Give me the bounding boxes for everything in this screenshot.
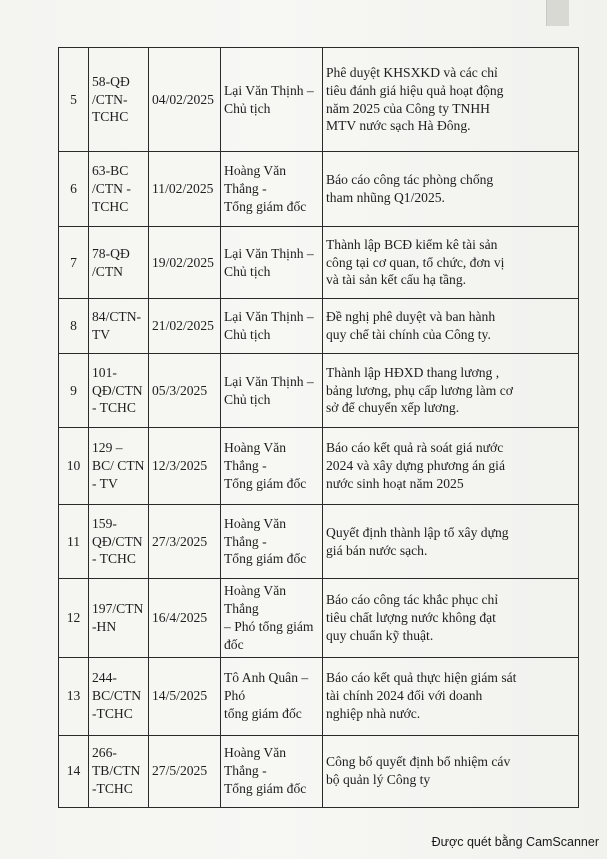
document-date: 12/3/2025: [149, 428, 221, 505]
summary-line: tiêu chất lượng nước không đạt: [326, 609, 496, 625]
document-number-line: -TCHC: [92, 781, 133, 797]
document-number-line: 101-: [92, 364, 117, 380]
table-row: [59, 354, 579, 428]
summary-line: nước sinh hoạt năm 2025: [326, 475, 464, 491]
summary-line: quy chế tài chính của Công ty.: [326, 327, 491, 342]
signer-line: Hoàng Văn Thắng -: [224, 745, 287, 779]
document-summary: [323, 735, 579, 807]
document-number-line: QĐ/CTN: [92, 533, 143, 549]
signer-line: Lại Văn Thịnh –: [224, 245, 314, 261]
summary-line: bảng lương, phụ cấp lương làm cơ: [326, 382, 513, 398]
signer-line: đốc: [224, 636, 244, 652]
document-summary: [323, 48, 579, 152]
document-number-line: 78-QĐ: [92, 245, 130, 261]
summary-line: tham nhũng Q1/2025.: [326, 190, 445, 205]
document-number: [89, 735, 149, 807]
document-number-line: 129 –: [92, 440, 123, 456]
scan-edge-shadow: [546, 0, 569, 26]
row-index: 10: [59, 428, 89, 505]
signer-line: Tổng giám đốc: [224, 475, 307, 491]
signer: [221, 227, 323, 299]
document-summary: [323, 354, 579, 428]
summary-line: Báo cáo công tác khắc phục chỉ: [326, 591, 499, 607]
document-number-line: -HN: [92, 618, 117, 634]
row-index: 13: [59, 657, 89, 735]
signer-line: – Phó tổng giám: [224, 618, 314, 634]
signer-line: Tổng giám đốc: [224, 551, 307, 567]
row-index: 5: [59, 48, 89, 152]
document-number-line: BC/CTN: [92, 688, 142, 704]
signer-line: Chủ tịch: [224, 327, 271, 342]
camscanner-watermark: Được quét bằng CamScanner: [431, 835, 599, 849]
summary-line: giá bán nước sạch.: [326, 542, 428, 558]
document-summary: [323, 428, 579, 505]
document-number-line: - TCHC: [92, 551, 136, 567]
row-index: 12: [59, 579, 89, 658]
document-number: [89, 354, 149, 428]
document-number-line: 63-BC: [92, 163, 129, 179]
summary-line: bộ quản lý Công ty: [326, 772, 431, 788]
document-number-line: -TCHC: [92, 706, 133, 722]
summary-line: tài chính 2024 đối với doanh: [326, 688, 483, 704]
document-date: 05/3/2025: [149, 354, 221, 428]
document-number-line: 197/CTN: [92, 600, 144, 616]
document-number: [89, 299, 149, 354]
summary-line: MTV nước sạch Hà Đông.: [326, 118, 471, 134]
signer-line: Hoàng Văn Thắng -: [224, 163, 287, 197]
table-row: [59, 428, 579, 505]
summary-line: sở để chuyển xếp lương.: [326, 400, 460, 416]
signer: [221, 354, 323, 428]
table-row: [59, 48, 579, 152]
table-row: [59, 152, 579, 227]
table-row: [59, 505, 579, 579]
document-date: 21/02/2025: [149, 299, 221, 354]
row-index: 7: [59, 227, 89, 299]
document-summary: [323, 299, 579, 354]
table-row: [59, 657, 579, 735]
document-summary: [323, 227, 579, 299]
document-number-line: 266-: [92, 745, 117, 761]
summary-line: năm 2025 của Công ty TNHH: [326, 100, 490, 116]
table-row: [59, 227, 579, 299]
summary-line: Thành lập HĐXD thang lương ,: [326, 364, 500, 380]
table-row: [59, 299, 579, 354]
row-index: 11: [59, 505, 89, 579]
document-number: [89, 505, 149, 579]
signer-line: Chủ tịch: [224, 263, 271, 279]
signer: [221, 657, 323, 735]
document-number: [89, 579, 149, 658]
document-number-line: - TCHC: [92, 400, 136, 416]
summary-line: tiêu đánh giá hiệu quả hoạt động: [326, 82, 504, 98]
document-summary: [323, 579, 579, 658]
summary-line: Quyết định thành lập tổ xây dựng: [326, 524, 509, 540]
signer: [221, 579, 323, 658]
document-date: 27/3/2025: [149, 505, 221, 579]
document-number-line: /CTN -: [92, 181, 131, 197]
document-number: [89, 152, 149, 227]
signer-line: Hoàng Văn Thắng: [224, 583, 287, 616]
document-date: 16/4/2025: [149, 579, 221, 658]
signer-line: Chủ tịch: [224, 100, 271, 116]
summary-line: Thành lập BCĐ kiểm kê tài sản: [326, 236, 498, 252]
document-number-line: QĐ/CTN: [92, 382, 143, 398]
document-number-line: TCHC: [92, 109, 129, 125]
document-number-line: 84/CTN-: [92, 309, 142, 325]
document-number: [89, 657, 149, 735]
signer-line: Hoàng Văn Thắng -: [224, 440, 287, 474]
document-number: [89, 428, 149, 505]
row-index: 14: [59, 735, 89, 807]
summary-line: công tại cơ quan, tổ chức, đơn vị: [326, 254, 505, 270]
document-number-line: 58-QĐ: [92, 73, 130, 89]
document-date: 04/02/2025: [149, 48, 221, 152]
row-index: 9: [59, 354, 89, 428]
document-summary: [323, 505, 579, 579]
document-table: [58, 47, 579, 808]
document-table-body: [59, 48, 579, 808]
summary-line: nghiệp nhà nước.: [326, 706, 421, 722]
document-date: 27/5/2025: [149, 735, 221, 807]
summary-line: Báo cáo kết quả rà soát giá nước: [326, 440, 504, 456]
signer-line: Tổng giám đốc: [224, 781, 307, 797]
table-row: [59, 579, 579, 658]
summary-line: Báo cáo công tác phòng chống: [326, 172, 494, 188]
document-number-line: TCHC: [92, 198, 129, 214]
signer-line: Tổng giám đốc: [224, 198, 307, 214]
signer-line: Tô Anh Quân – Phó: [224, 670, 309, 704]
document-date: 11/02/2025: [149, 152, 221, 227]
row-index: 8: [59, 299, 89, 354]
document-number-line: /CTN-: [92, 91, 128, 107]
signer-line: Chủ tịch: [224, 391, 271, 407]
document-number-line: 159-: [92, 515, 117, 531]
document-number-line: BC/ CTN: [92, 458, 145, 474]
document-number-line: /CTN: [92, 263, 123, 279]
summary-line: Đề nghị phê duyệt và ban hành: [326, 309, 496, 325]
document-summary: [323, 152, 579, 227]
summary-line: Phê duyệt KHSXKD và các chỉ: [326, 64, 498, 80]
signer-line: Lại Văn Thịnh –: [224, 82, 314, 98]
signer: [221, 505, 323, 579]
signer: [221, 152, 323, 227]
row-index: 6: [59, 152, 89, 227]
summary-line: Công bố quyết định bổ nhiệm cáv: [326, 754, 511, 770]
summary-line: Báo cáo kết quả thực hiện giám sát: [326, 670, 517, 686]
signer: [221, 299, 323, 354]
summary-line: và tài sản kết cấu hạ tầng.: [326, 272, 467, 288]
signer-line: Hoàng Văn Thắng -: [224, 515, 287, 549]
signer: [221, 428, 323, 505]
signer-line: tổng giám đốc: [224, 706, 302, 722]
document-number-line: TB/CTN: [92, 763, 141, 779]
summary-line: 2024 và xây dựng phương án giá: [326, 458, 505, 474]
signer-line: Lại Văn Thịnh –: [224, 309, 314, 325]
document-date: 14/5/2025: [149, 657, 221, 735]
document-number: [89, 48, 149, 152]
document-number-line: 244-: [92, 670, 117, 686]
document-date: 19/02/2025: [149, 227, 221, 299]
table-row: [59, 735, 579, 807]
document-number-line: - TV: [92, 475, 118, 491]
document-number-line: TV: [92, 327, 111, 342]
summary-line: quy chuẩn kỹ thuật.: [326, 627, 434, 643]
document-number: [89, 227, 149, 299]
signer: [221, 735, 323, 807]
signer: [221, 48, 323, 152]
document-summary: [323, 657, 579, 735]
signer-line: Lại Văn Thịnh –: [224, 373, 314, 389]
